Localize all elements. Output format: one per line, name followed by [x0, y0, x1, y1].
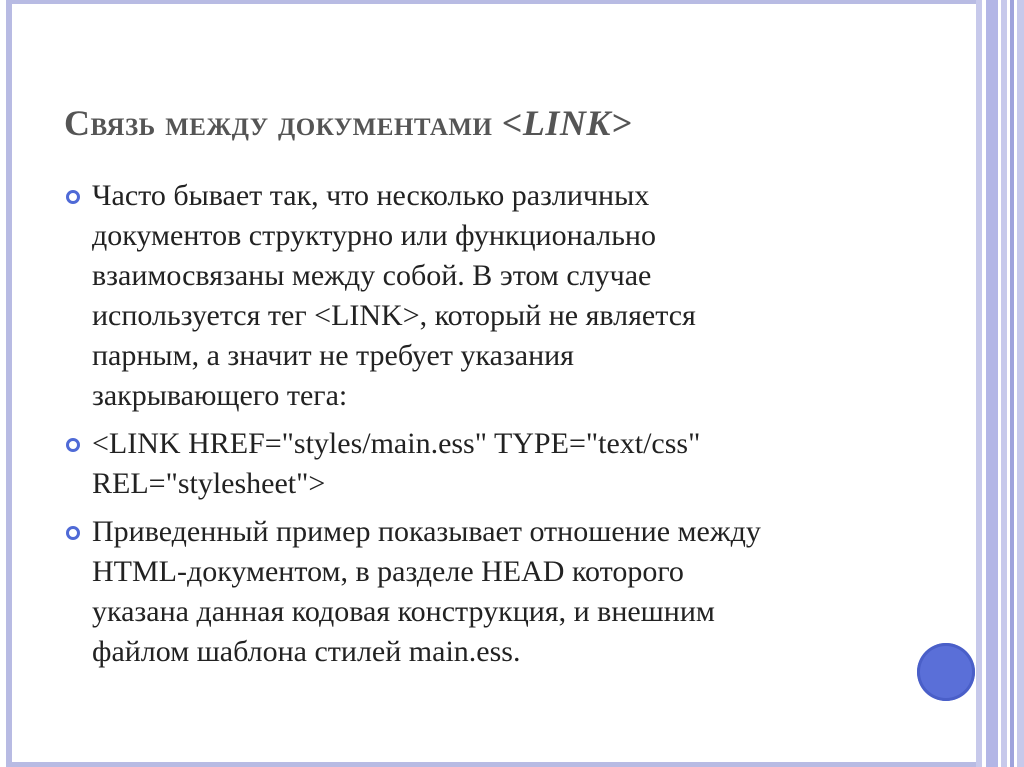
bullet-2-line-2: REL="stylesheet"> [92, 467, 326, 500]
bullet-item-2 [64, 424, 964, 504]
title-main-text: Связь между документами [64, 103, 493, 143]
bullet-1-line-6: закрывающего тега: [92, 379, 348, 412]
frame-left-border [6, 0, 12, 767]
bullet-3-line-2: HTML-документом, в разделе HEAD которого [92, 555, 684, 588]
bullet-1-line-4: используется тег <LINK>, который не является [92, 299, 696, 332]
frame-bottom-border [6, 762, 976, 767]
bullet-1-line-2: документов структурно или функционально [92, 219, 656, 252]
bullet-1-line-5: парным, а значит не требует указания [92, 339, 574, 372]
right-stripe-5 [1017, 0, 1024, 767]
bullet-list [64, 176, 964, 680]
ring-bullet-icon [66, 438, 80, 452]
title-tag-text: <LINK> [501, 103, 632, 143]
right-stripe-4 [1010, 0, 1014, 767]
bullet-2-line-1: <LINK HREF="styles/main.ess" TYPE="text/css" [92, 427, 701, 460]
right-stripe-2 [986, 0, 998, 767]
frame-top-border [6, 0, 976, 4]
right-stripe-1 [976, 0, 982, 767]
right-stripe-3 [1001, 0, 1007, 767]
bullet-3-line-1: Приведенный пример показывает отношение между [92, 515, 761, 548]
bullet-3-line-4: файлом шаблона стилей main.ess. [92, 635, 521, 668]
bullet-3-line-3: указана данная кодовая конструкция, и внешним [92, 595, 715, 628]
bullet-1-line-1: Часто бывает так, что несколько различных [92, 179, 650, 212]
bullet-1-line-3: взаимосвязаны между собой. В этом случае [92, 259, 652, 292]
ring-bullet-icon [66, 190, 80, 204]
slide-title [64, 102, 944, 144]
ring-bullet-icon [66, 526, 80, 540]
bullet-item-1 [64, 176, 964, 416]
bullet-item-3 [64, 512, 964, 672]
